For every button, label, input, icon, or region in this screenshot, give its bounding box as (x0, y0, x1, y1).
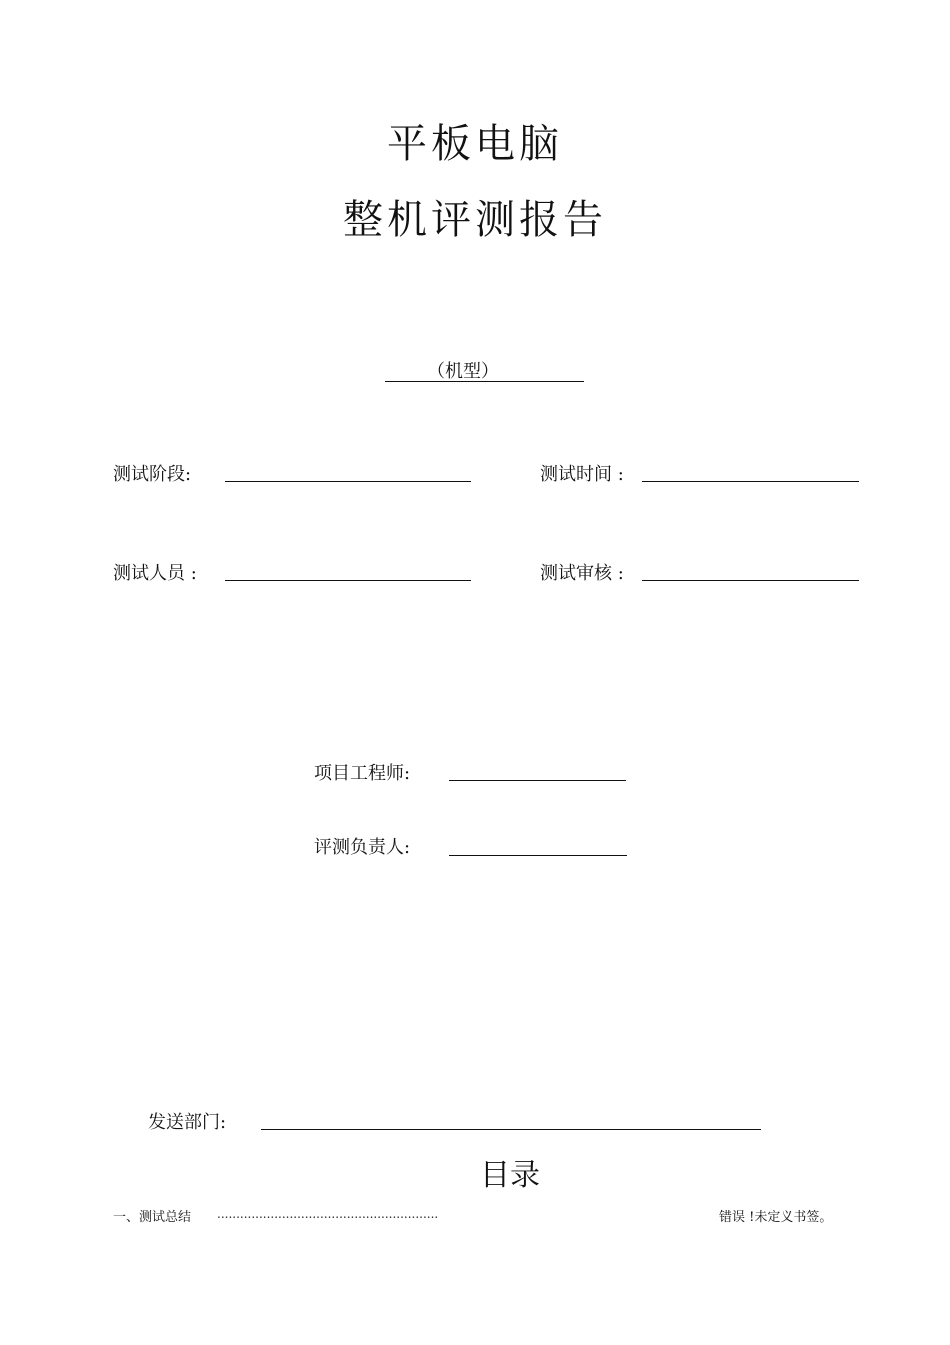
reviewer-field[interactable] (642, 580, 859, 581)
project-engineer-label: 项目工程师: (314, 763, 411, 784)
toc-item-dots: .......................................................... (217, 1207, 439, 1221)
toc-item-label: 一、测试总结 (113, 1210, 192, 1225)
tester-field[interactable] (225, 580, 471, 581)
evaluation-lead-field[interactable] (449, 855, 627, 856)
test-stage-field[interactable] (225, 481, 471, 482)
test-time-label: 测试时间 : (540, 464, 624, 485)
send-dept-field[interactable] (261, 1129, 761, 1130)
test-stage-label: 测试阶段: (113, 464, 192, 485)
evaluation-lead-label: 评测负责人: (314, 837, 411, 858)
report-title-line1: 平板电脑 (387, 121, 563, 167)
send-dept-label: 发送部门: (148, 1112, 227, 1133)
test-time-field[interactable] (642, 481, 859, 482)
toc-item-page: 错误 !未定义书签。 (719, 1210, 833, 1225)
model-label: （机型） (427, 361, 499, 382)
tester-label: 测试人员 : (113, 563, 197, 584)
toc-heading: 目录 (480, 1158, 540, 1193)
project-engineer-field[interactable] (449, 780, 626, 781)
reviewer-label: 测试审核 : (540, 563, 624, 584)
report-title-line2: 整机评测报告 (343, 197, 607, 243)
